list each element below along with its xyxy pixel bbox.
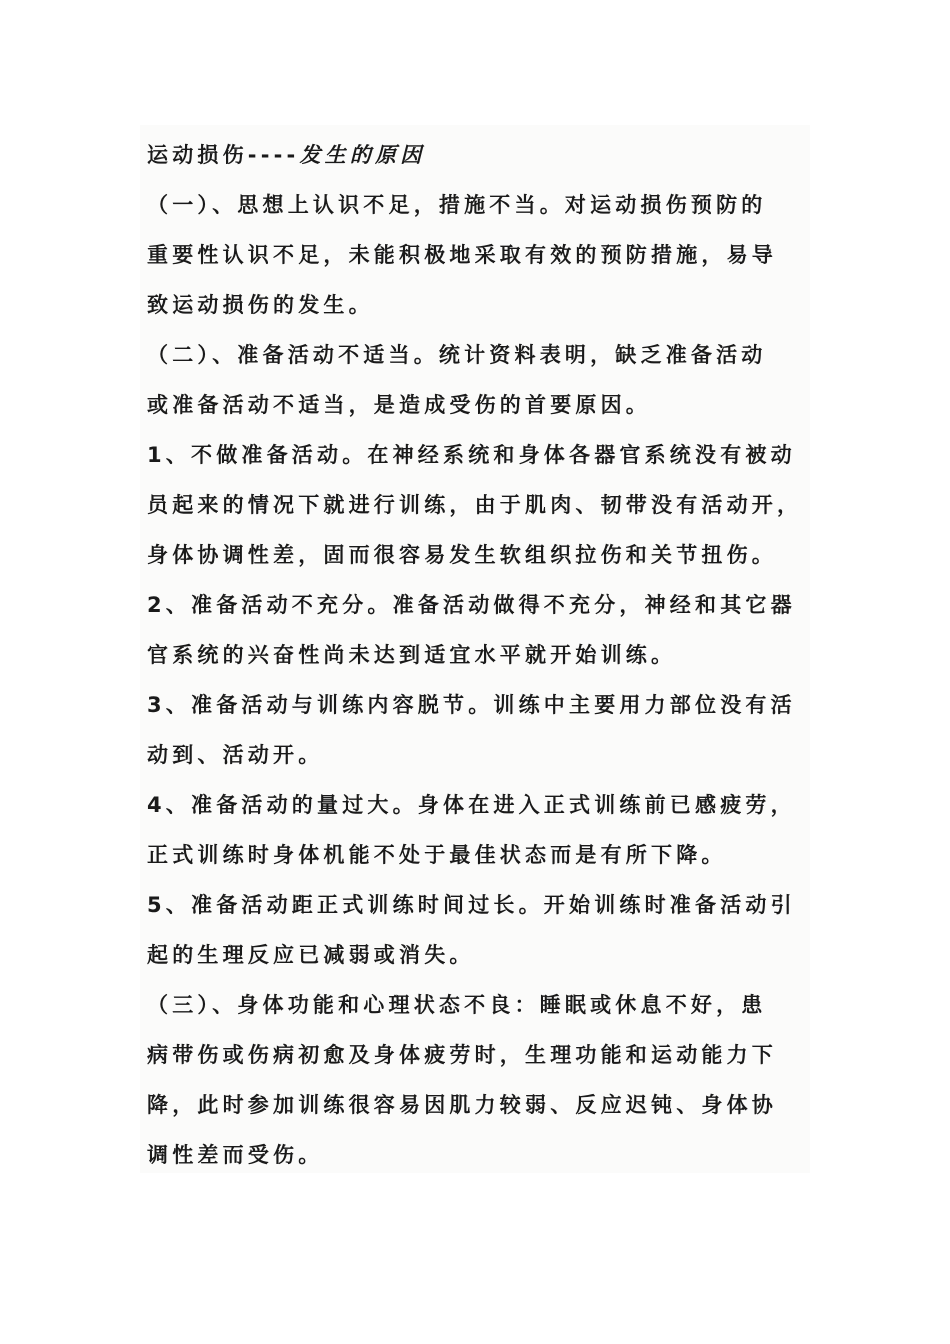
paragraph-line: 5、准备活动距正式训练时间过长。开始训练时准备活动引 [147, 893, 796, 917]
title-suffix: 发生的原因 [299, 143, 426, 167]
paragraph-line: 正式训练时身体机能不处于最佳状态而是有所下降。 [147, 843, 727, 867]
paragraph-line: 致运动损伤的发生。 [147, 293, 374, 317]
paragraph-line: 或准备活动不适当，是造成受伤的首要原因。 [147, 393, 651, 417]
paragraph-line: 起的生理反应已减弱或消失。 [147, 943, 475, 967]
paragraph-line: （三）、身体功能和心理状态不良：睡眠或休息不好，患 [147, 993, 767, 1017]
paragraph-line: 2、准备活动不充分。准备活动做得不充分，神经和其它器 [147, 593, 796, 617]
title-prefix: 运动损伤---- [147, 143, 300, 167]
paragraph-line: 官系统的兴奋性尚未达到适宜水平就开始训练。 [147, 643, 677, 667]
paragraph-line: 调性差而受伤。 [147, 1143, 324, 1167]
paragraph-line: 身体协调性差，固而很容易发生软组织拉伤和关节扭伤。 [147, 543, 777, 567]
paragraph-line: 3、准备活动与训练内容脱节。训练中主要用力部位没有活 [147, 693, 796, 717]
paragraph-line: 动到、活动开。 [147, 743, 324, 767]
paragraph-line: 员起来的情况下就进行训练，由于肌肉、韧带没有活动开， [147, 493, 803, 517]
paragraph-line: （一）、思想上认识不足，措施不当。对运动损伤预防的 [147, 193, 767, 217]
paragraph-line: 病带伤或伤病初愈及身体疲劳时，生理功能和运动能力下 [147, 1043, 777, 1067]
paragraph-line: 重要性认识不足，未能积极地采取有效的预防措施，易导 [147, 243, 777, 267]
document-content [147, 130, 807, 1180]
document-title [147, 130, 807, 180]
paragraph-line: 1、不做准备活动。在神经系统和身体各器官系统没有被动 [147, 443, 796, 467]
paragraph-line: （二）、准备活动不适当。统计资料表明，缺乏准备活动 [147, 343, 767, 367]
paragraph-line: 降，此时参加训练很容易因肌力较弱、反应迟钝、身体协 [147, 1093, 777, 1117]
paragraph-line: 4、准备活动的量过大。身体在进入正式训练前已感疲劳， [147, 793, 796, 817]
